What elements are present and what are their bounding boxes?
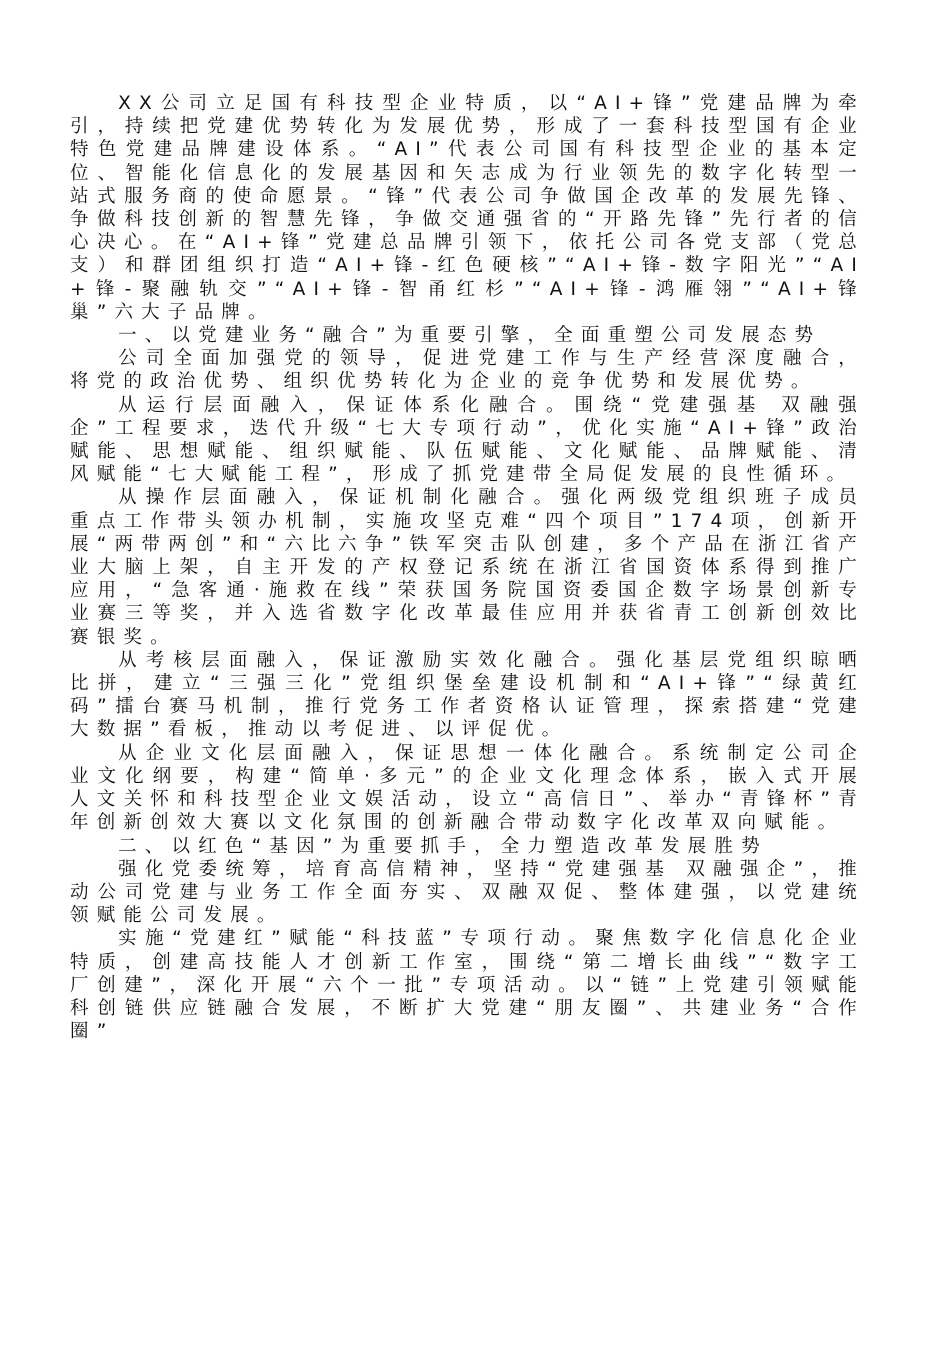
paragraph-assessment-level: 从考核层面融入，保证激励实效化融合。强化基层党组织晾晒比拼，建立“三强三化”党组织堡垒建设机制和“AI+锋”“绿黄红码”擂台赛马机制，推行党务工作者资格认证管理，探索搭建“党建大数据”看板，推动以考促进、以评促优。	[70, 649, 865, 741]
paragraph-party-committee: 强化党委统筹，培育高信精神，坚持“党建强基 双融强企”，推动公司党建与业务工作全面夯实、双融双促、整体建强，以党建统领赋能公司发展。	[70, 858, 865, 927]
paragraph-intro: XX公司立足国有科技型企业特质，以“AI+锋”党建品牌为牵引，持续把党建优势转化为发展优势，形成了一套科技型国有企业特色党建品牌建设体系。“AI”代表公司国有科技型企业的基本定位、智能化信息化的发展基因和矢志成为行业领先的数字化转型一站式服务商的使命愿景。“锋”代表公司争做国企改革的发展先锋、争做科技创新的智慧先锋，争做交通强省的“开路先锋”先行者的信心决心。在“AI+锋”党建总品牌引领下，依托公司各党支部（党总支）和群团组织打造“AI+锋-红色硬核”“AI+锋-数字阳光”“AI+锋-聚融轨交”“AI+锋-智甬红杉”“AI+锋-鸿雁翎”“AI+锋巢”六大子品牌。	[70, 93, 866, 323]
paragraph-red-blue-action: 实施“党建红”赋能“科技蓝”专项行动。聚焦数字化信息化企业特质，创建高技能人才创新工作室，围绕“第二增长曲线”“数字工厂创建”，深化开展“六个一批”专项活动。以“链”上党建引领赋能科创链供应链融合发展，不断扩大党建“朋友圈”、共建业务“合作圈”	[70, 928, 865, 1043]
paragraph-operating-mechanism: 从操作层面融入，保证机制化融合。强化两级党组织班子成员重点工作带头领办机制，实施攻坚克难“四个项目”174项，创新开展“两带两创”和“六比六争”铁军突击队创建，多个产品在浙江省产业大脑上架，自主开发的产权登记系统在浙江省国资体系得到推广应用，“急客通·施救在线”荣获国务院国资委国企数字场景创新专业赛三等奖，并入选省数字化改革最佳应用并获省青工创新创效比赛银奖。	[70, 487, 865, 648]
paragraph-leadership: 公司全面加强党的领导，促进党建工作与生产经营深度融合，将党的政治优势、组织优势转化为企业的竞争优势和发展优势。	[70, 348, 865, 393]
document-body	[70, 92, 865, 1043]
section-heading-one: 一、以党建业务“融合”为重要引擎，全面重塑公司发展态势	[118, 325, 822, 347]
section-heading-two: 二、以红色“基因”为重要抓手，全力塑造改革发展胜势	[118, 835, 768, 857]
paragraph-operation-level: 从运行层面融入，保证体系化融合。围绕“党建强基 双融强企”工程要求，迭代升级“七大专项行动”，优化实施“AI+锋”政治赋能、思想赋能、组织赋能、队伍赋能、文化赋能、品牌赋能、清风赋能“七大赋能工程”，形成了抓党建带全局促发展的良性循环。	[70, 394, 865, 486]
paragraph-culture-level: 从企业文化层面融入，保证思想一体化融合。系统制定公司企业文化纲要，构建“简单·多元”的企业文化理念体系，嵌入式开展人文关怀和科技型企业文娱活动，设立“高信日”、举办“青锋杯”青年创新创效大赛以文化氛围的创新融合带动数字化改革双向赋能。	[70, 742, 865, 834]
